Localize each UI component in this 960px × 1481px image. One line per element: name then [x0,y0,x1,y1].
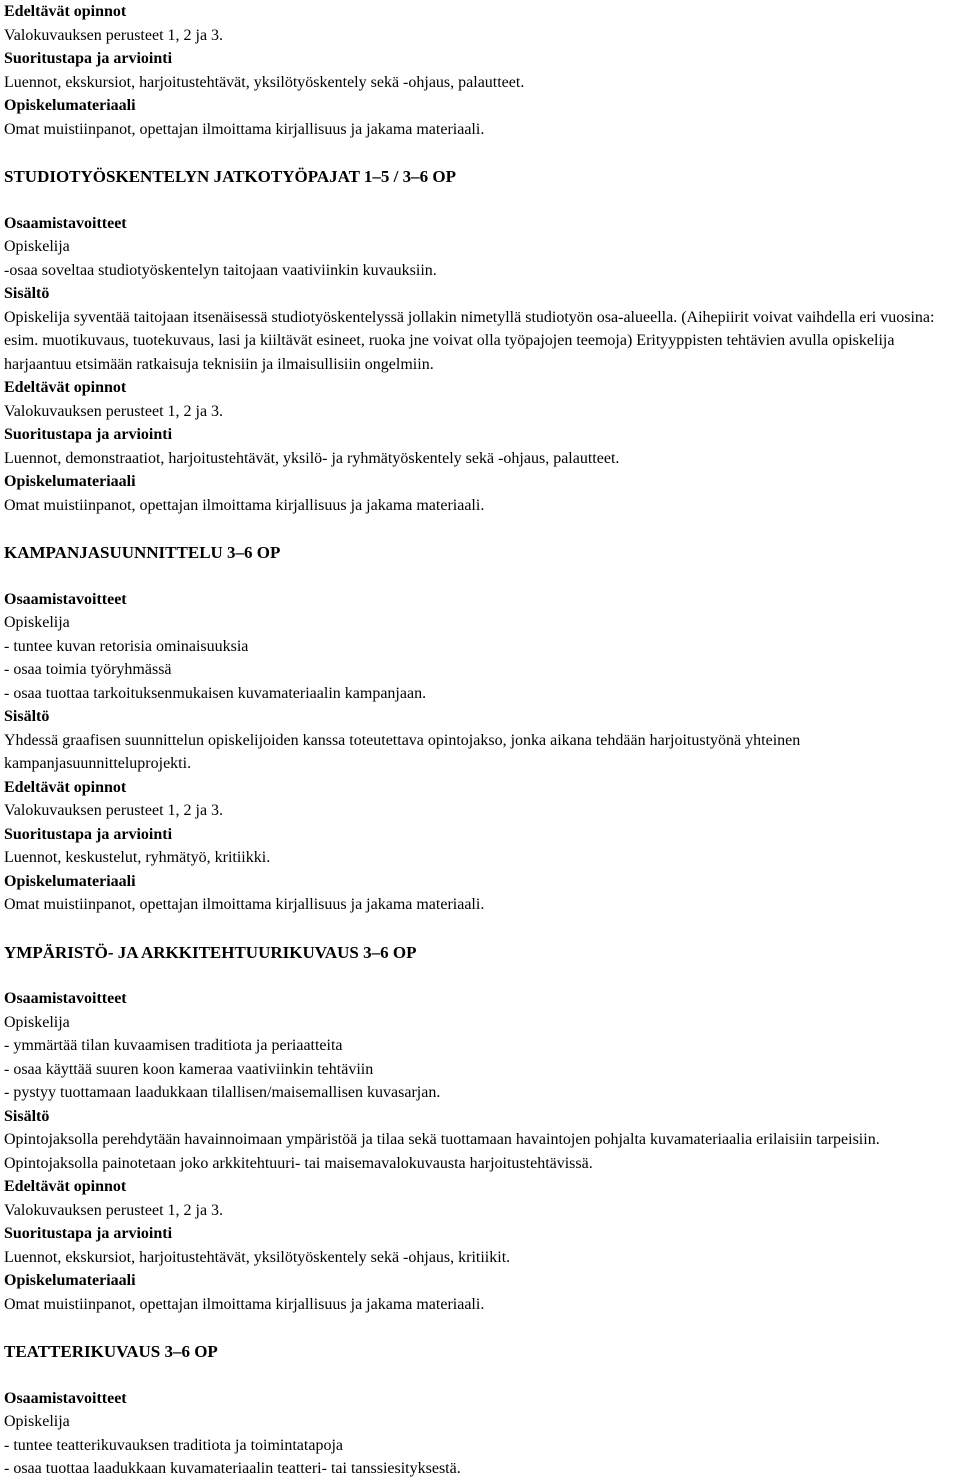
material-label: Opiskelumateriaali [4,473,136,490]
content-label: Sisältö [4,285,50,302]
prereq-text: Valokuvauksen perusteet 1, 2 ja 3. [4,1201,224,1219]
student-label: Opiskelija [4,1413,70,1430]
prereq-text: Valokuvauksen perusteet 1, 2 ja 3. [4,402,224,420]
prereq-text: Valokuvauksen perusteet 1, 2 ja 3. [4,26,224,44]
outcome-item: - osaa käyttää suuren koon kameraa vaativiinkin tehtäviin [4,1060,374,1078]
outcome-item: - osaa tuottaa laadukkaan kuvamateriaalin teatteri- tai tanssiesityksestä. [4,1460,461,1477]
content-text: Yhdessä graafisen suunnittelun opiskelijoiden kanssa toteutettava opintojakso, jonka aikana tehdään harjoitustyönä yhteinen kampanjasuunnitteluprojekti. [4,731,801,772]
material-text: Omat muistiinpanot, opettajan ilmoittama kirjallisuus ja jakama materiaali. [4,120,485,138]
method-label: Suoritustapa ja arviointi [4,825,173,843]
prereq-text: Valokuvauksen perusteet 1, 2 ja 3. [4,802,224,819]
course-environment [4,917,960,1317]
outcomes-label: Osaamistavoitteet [4,1389,127,1407]
material-label: Opiskelumateriaali [4,97,136,114]
material-label: Opiskelumateriaali [4,872,136,890]
method-label: Suoritustapa ja arviointi [4,1225,173,1242]
method-label: Suoritustapa ja arviointi [4,426,173,443]
previous-course-tail [4,0,960,141]
student-label: Opiskelija [4,1013,70,1031]
method-text: Luennot, keskustelut, ryhmätyö, kritiikki. [4,849,271,866]
material-text: Omat muistiinpanot, opettajan ilmoittama kirjallisuus ja jakama materiaali. [4,896,485,913]
content-label: Sisältö [4,708,50,725]
material-text: Omat muistiinpanot, opettajan ilmoittama kirjallisuus ja jakama materiaali. [4,496,485,514]
course-campaign [4,517,960,917]
outcome-item: -osaa soveltaa studiotyöskentelyn taitojaan vaativiinkin kuvauksiin. [4,261,437,279]
method-text: Luennot, demonstraatiot, harjoitustehtävät, yksilö- ja ryhmätyöskentely sekä -ohjaus, palautteet. [4,449,620,467]
student-label: Opiskelija [4,238,70,255]
prereq-label: Edeltävät opinnot [4,1178,127,1195]
outcome-item: - osaa toimia työryhmässä [4,661,172,678]
method-label: Suoritustapa ja arviointi [4,50,173,67]
outcome-item: - tuntee teatterikuvauksen traditiota ja toimintatapoja [4,1436,343,1454]
outcomes-label: Osaamistavoitteet [4,990,127,1007]
prereq-label: Edeltävät opinnot [4,379,127,396]
outcomes-label: Osaamistavoitteet [4,214,127,232]
course-title: KAMPANJASUUNNITTELU 3–6 OP [4,543,281,562]
course-title: YMPÄRISTÖ- JA ARKKITEHTUURIKUVAUS 3–6 OP [4,942,417,962]
material-label: Opiskelumateriaali [4,1272,136,1289]
outcome-item: - ymmärtää tilan kuvaamisen traditiota ja periaatteita [4,1037,343,1054]
outcome-item: - pystyy tuottamaan laadukkaan tilallisen/maisemallisen kuvasarjan. [4,1084,441,1101]
method-text: Luennot, ekskursiot, harjoitustehtävät, yksilötyöskentely sekä -ohjaus, palautteet. [4,73,525,91]
content-text: Opintojaksolla perehdytään havainnoimaan ympäristöä ja tilaa sekä tuottamaan havaintojen pohjalta kuvamateriaalia erilaisiin tarpeisiin. Opintojaksolla painotetaan joko arkkitehtuuri- tai maisemavalokuvausta harjoitustehtävissä. [4,1131,880,1172]
student-label: Opiskelija [4,614,70,631]
prereq-label: Edeltävät opinnot [4,3,127,20]
course-title: TEATTERIKUVAUS 3–6 OP [4,1342,218,1361]
outcomes-label: Osaamistavoitteet [4,590,127,608]
course-title: STUDIOTYÖSKENTELYN JATKOTYÖPAJAT 1–5 / 3–6 OP [4,167,456,186]
course-theatre [4,1316,960,1481]
outcome-item: - tuntee kuvan retorisia ominaisuuksia [4,637,249,655]
prereq-label: Edeltävät opinnot [4,778,127,796]
content-text: Opiskelija syventää taitojaan itsenäisessä studiotyöskentelyssä jollakin nimetyllä studiotyön osa-alueella. (Aihepiirit voivat vaihdella eri vuosina: esim. muotikuvaus, tuotekuvaus, lasi ja kiiltävät esineet, ruoka jne voivat olla työpajojen teemoja) Erityyppisten tehtävien avulla opiskelija harjaantuu etsimään ratkaisuja teknisiin ja ilmaisullisiin ongelmiin. [4,308,935,373]
course-studio [4,141,960,517]
material-text: Omat muistiinpanot, opettajan ilmoittama kirjallisuus ja jakama materiaali. [4,1295,485,1313]
outcome-item: - osaa tuottaa tarkoituksenmukaisen kuvamateriaalin kampanjaan. [4,684,427,702]
content-label: Sisältö [4,1107,50,1125]
method-text: Luennot, ekskursiot, harjoitustehtävät, yksilötyöskentely sekä -ohjaus, kritiikit. [4,1248,511,1266]
